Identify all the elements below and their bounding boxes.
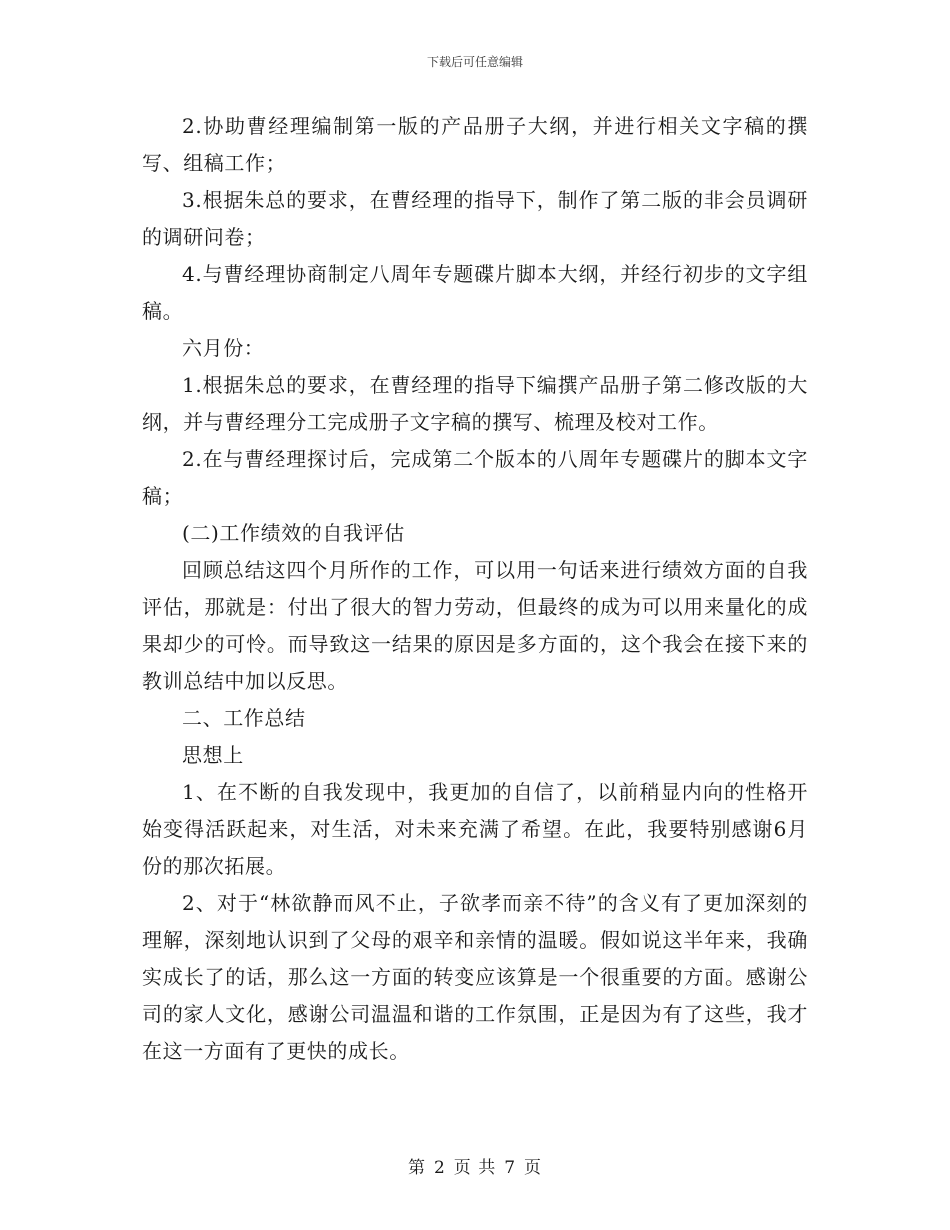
paragraph: 1.根据朱总的要求，在曹经理的指导下编撰产品册子第二修改版的大纲，并与曹经理分工完成册子文字稿的撰写、梳理及校对工作。 [142,373,808,434]
paragraph: 1、在不断的自我发现中，我更加的自信了，以前稍显内向的性格开始变得活跃起来，对生活，对未来充满了希望。在此，我要特别感谢6月份的那次拓展。 [142,780,808,878]
footer-suffix: 页 [524,1158,543,1178]
paragraph: 3.根据朱总的要求，在曹经理的指导下，制作了第二版的非会员调研的调研问卷； [142,188,808,249]
current-page-number: 2 [433,1158,446,1178]
header-note: 下载后可任意编辑 [426,55,523,69]
footer-middle: 页 共 [453,1158,497,1178]
paragraph: 4.与曹经理协商制定八周年专题碟片脚本大纲，并经行初步的文字组稿。 [142,262,808,323]
footer-prefix: 第 [407,1158,426,1178]
section-label: 六月份： [182,336,265,360]
paragraph: 回顾总结这四个月所作的工作，可以用一句话来进行绩效方面的自我评估，那就是：付出了很大的智力劳动，但最终的成为可以用来量化的成果却少的可怜。而导致这一结果的原因是多方面的，这个我会在接下来的教训总结中加以反思。 [142,558,808,693]
section-heading: 二、工作总结 [182,706,306,730]
paragraph: 2.在与曹经理探讨后，完成第二个版本的八周年专题碟片的脚本文字稿； [142,447,808,508]
paragraph: 2.协助曹经理编制第一版的产品册子大纲，并进行相关文字稿的撰写、组稿工作； [142,114,808,175]
page-footer [0,1153,950,1178]
document-body [142,108,808,1070]
section-heading: (二)工作绩效的自我评估 [182,521,405,545]
section-label: 思想上 [182,743,244,767]
paragraph: 2、对于“林欲静而风不止，子欲孝而亲不待”的含义有了更加深刻的理解，深刻地认识到了父母的艰辛和亲情的温暖。假如说这半年来，我确实成长了的话，那么这一方面的转变应该算是一个很重要的方面。感谢公司的家人文化，感谢公司温温和谐的工作氛围，正是因为有了这些，我才在这一方面有了更快的成长。 [142,891,808,1063]
total-pages-number: 7 [504,1158,517,1178]
